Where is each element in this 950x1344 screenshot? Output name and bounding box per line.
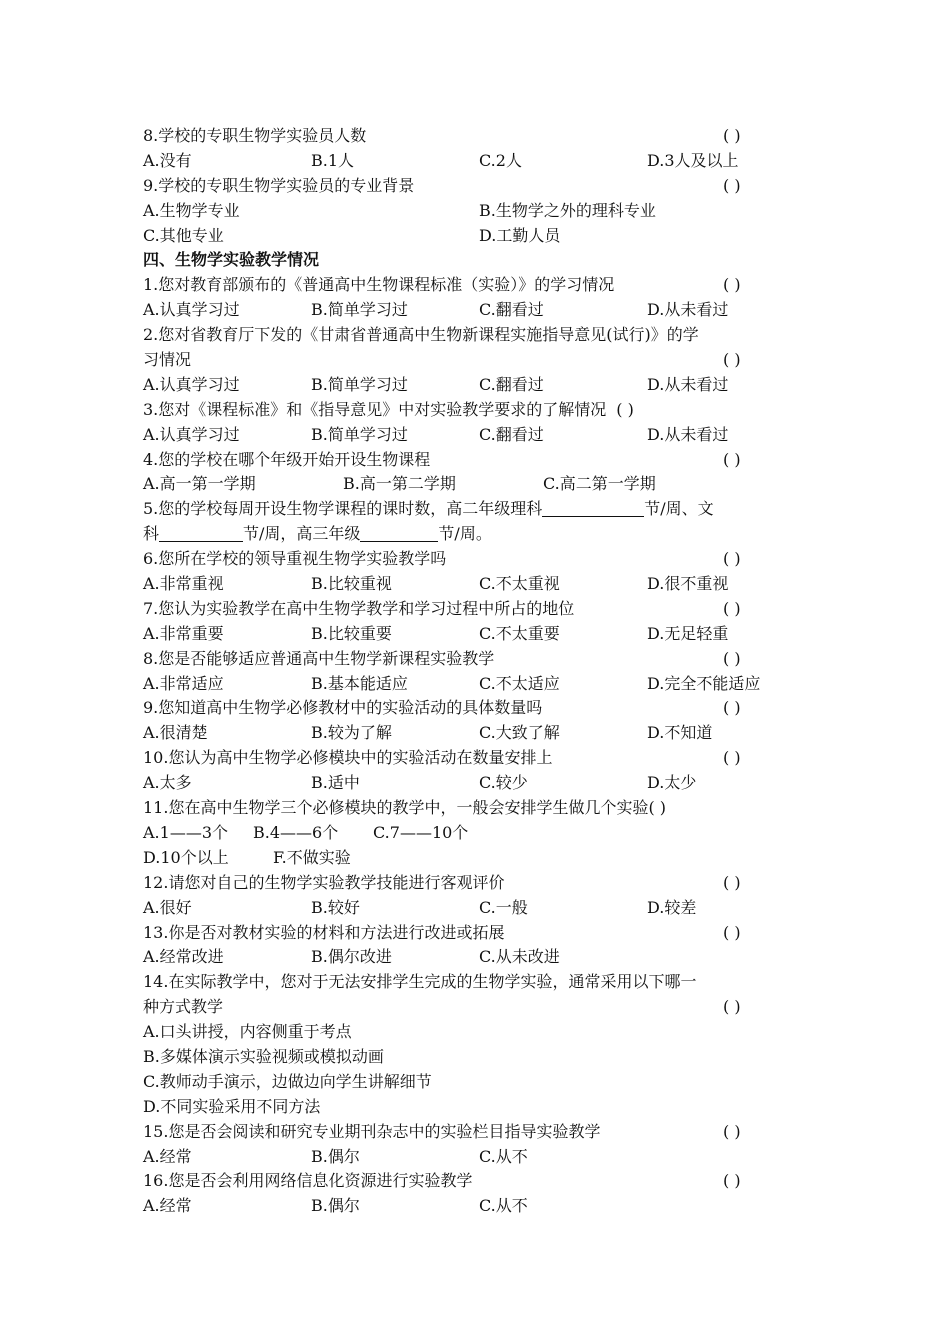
answer-option: D.无足轻重: [647, 623, 729, 643]
question-line: [143, 696, 808, 721]
answer-option: B.高一第二学期: [343, 474, 456, 494]
question-text: 15.您是否会阅读和研究专业期刊杂志中的实验栏目指导实验教学: [143, 1121, 601, 1141]
answer-option: A.认真学习过: [143, 374, 240, 394]
answer-option: D.10个以上: [143, 847, 229, 867]
options-line: [143, 1194, 808, 1219]
question-text: 14.在实际教学中，您对于无法安排学生完成的生物学实验，通常采用以下哪一: [143, 972, 697, 992]
question-line: [143, 398, 808, 423]
answer-option: B.简单学习过: [311, 300, 408, 320]
answer-option: B.生物学之外的理科专业: [479, 200, 656, 220]
answer-option: A.非常重视: [143, 574, 224, 594]
options-line: [143, 622, 808, 647]
options-line: [143, 472, 808, 497]
answer-option: C.不太重要: [479, 623, 560, 643]
answer-option: A.认真学习过: [143, 424, 240, 444]
question-text: 1.您对教育部颁布的《普通高中生物课程标准（实验）》的学习情况: [143, 275, 615, 295]
answer-option: A.经常: [143, 1196, 192, 1216]
answer-option: C.从不: [479, 1146, 528, 1166]
options-line: [143, 846, 808, 871]
answer-option: C.翻看过: [479, 374, 544, 394]
options-line: [143, 423, 808, 448]
answer-option: C.翻看过: [479, 300, 544, 320]
question-text: A.口头讲授，内容侧重于考点: [143, 1022, 352, 1042]
question-line: [143, 647, 808, 672]
section-heading: 四、生物学实验教学情况: [143, 250, 320, 270]
options-line: [143, 721, 808, 746]
question-text: 3.您对《课程标准》和《指导意见》中对实验教学要求的了解情况: [143, 399, 607, 419]
options-line: [143, 896, 808, 921]
question-line: [143, 273, 808, 298]
question-text: 2.您对省教育厅下发的《甘肃省普通高中生物新课程实施指导意见(试行)》的学: [143, 325, 699, 345]
answer-option: C.一般: [479, 897, 528, 917]
question-text: 9.您知道高中生物学必修教材中的实验活动的具体数量吗: [143, 698, 543, 718]
answer-parentheses: ( ): [723, 549, 741, 569]
question-text: D.不同实验采用不同方法: [143, 1096, 321, 1116]
question-text: 12.请您对自己的生物学实验教学技能进行客观评价: [143, 872, 505, 892]
question-line: [143, 1120, 808, 1145]
answer-option: C.不太适应: [479, 673, 560, 693]
question-text: 6.您所在学校的领导重视生物学实验教学吗: [143, 549, 447, 569]
question-text: 习情况: [143, 350, 192, 370]
answer-option: B.基本能适应: [311, 673, 408, 693]
answer-parentheses: ( ): [723, 922, 741, 942]
question-text: 4.您的学校在哪个年级开始开设生物课程: [143, 449, 431, 469]
answer-option: D.从未看过: [647, 424, 729, 444]
answer-parentheses: ( ): [723, 175, 741, 195]
answer-parentheses: ( ): [723, 648, 741, 668]
answer-option: D.不知道: [647, 723, 713, 743]
fill-in-blank: [542, 498, 644, 517]
answer-parentheses: ( ): [723, 598, 741, 618]
answer-option: C.高二第一学期: [543, 474, 656, 494]
answer-option: B.较好: [311, 897, 360, 917]
answer-parentheses: ( ): [723, 449, 741, 469]
question-line: [143, 1070, 808, 1095]
answer-parentheses: ( ): [723, 698, 741, 718]
answer-parentheses: ( ): [723, 126, 741, 145]
answer-option: B.偶尔改进: [311, 947, 392, 967]
answer-option: C.翻看过: [479, 424, 544, 444]
answer-option: C.较少: [479, 773, 528, 793]
question-text: B.多媒体演示实验视频或模拟动画: [143, 1046, 384, 1066]
answer-parentheses: ( ): [723, 1171, 741, 1191]
question-text: 5.您的学校每周开设生物学课程的课时数，高二年级理科: [143, 499, 543, 519]
question-text: 科: [143, 524, 160, 544]
question-line: [143, 597, 808, 622]
answer-option: B.偶尔: [311, 1196, 360, 1216]
question-text: 节/周、文: [644, 499, 714, 519]
question-line: [143, 522, 808, 547]
answer-option: D.太少: [647, 773, 697, 793]
answer-option: D.很不重视: [647, 574, 729, 594]
options-line: [143, 224, 808, 249]
answer-parentheses: ( ): [723, 275, 741, 295]
options-line: [143, 771, 808, 796]
answer-option: D.3人及以上: [647, 150, 739, 170]
question-line: [143, 547, 808, 572]
question-line: [143, 796, 808, 821]
question-text: 8.您是否能够适应普通高中生物学新课程实验教学: [143, 648, 495, 668]
answer-parentheses: ( ): [723, 748, 741, 768]
questionnaire-content: [143, 124, 808, 1219]
question-text: 8.学校的专职生物学实验员人数: [143, 126, 367, 145]
answer-option: B.比较重视: [311, 574, 392, 594]
question-text: 7.您认为实验教学在高中生物学教学和学习过程中所占的地位: [143, 598, 575, 618]
answer-option: B.简单学习过: [311, 424, 408, 444]
question-text: 9.学校的专职生物学实验员的专业背景: [143, 175, 415, 195]
answer-option: C.7——10个: [373, 822, 469, 842]
fill-in-blank: [159, 523, 243, 542]
question-line: [143, 348, 808, 373]
question-line: [143, 746, 808, 771]
answer-parentheses: ( ): [616, 399, 634, 419]
question-line: [143, 995, 808, 1020]
answer-option: B.偶尔: [311, 1146, 360, 1166]
answer-parentheses: ( ): [723, 1121, 741, 1141]
question-line: [143, 124, 808, 149]
answer-option: A.高一第一学期: [143, 474, 256, 494]
answer-option: B.适中: [311, 773, 360, 793]
answer-option: B.1人: [311, 150, 355, 170]
question-text: 10.您认为高中生物学必修模块中的实验活动在数量安排上: [143, 748, 553, 768]
answer-parentheses: ( ): [723, 350, 741, 370]
options-line: [143, 199, 808, 224]
question-line: [143, 871, 808, 896]
question-line: [143, 497, 808, 522]
answer-option: B.4——6个: [253, 822, 339, 842]
fill-in-blank: [360, 523, 438, 542]
answer-option: A.很好: [143, 897, 192, 917]
answer-option: B.简单学习过: [311, 374, 408, 394]
answer-option: A.经常: [143, 1146, 192, 1166]
answer-option: D.从未看过: [647, 300, 729, 320]
question-text: 13.你是否对教材实验的材料和方法进行改进或拓展: [143, 922, 505, 942]
answer-option: F.不做实验: [273, 847, 351, 867]
answer-option: A.太多: [143, 773, 192, 793]
answer-option: D.完全不能适应: [647, 673, 761, 693]
answer-option: C.不太重视: [479, 574, 560, 594]
answer-option: D.工勤人员: [479, 225, 561, 245]
question-line: [143, 1020, 808, 1045]
answer-option: A.非常重要: [143, 623, 224, 643]
question-text: 11.您在高中生物学三个必修模块的教学中，一般会安排学生做几个实验( ): [143, 798, 667, 818]
question-line: [143, 323, 808, 348]
question-line: [143, 448, 808, 473]
answer-option: D.从未看过: [647, 374, 729, 394]
answer-option: D.较差: [647, 897, 697, 917]
question-text: 16.您是否会利用网络信息化资源进行实验教学: [143, 1171, 473, 1191]
answer-option: A.经常改进: [143, 947, 224, 967]
answer-parentheses: ( ): [723, 872, 741, 892]
options-line: [143, 1145, 808, 1170]
answer-parentheses: ( ): [723, 997, 741, 1017]
answer-option: C.大致了解: [479, 723, 560, 743]
answer-option: B.比较重要: [311, 623, 392, 643]
question-line: [143, 921, 808, 946]
answer-option: A.很清楚: [143, 723, 208, 743]
options-line: [143, 945, 808, 970]
question-text: 种方式教学: [143, 997, 224, 1017]
question-text: C.教师动手演示，边做边向学生讲解细节: [143, 1071, 432, 1091]
options-line: [143, 298, 808, 323]
question-text: 节/周。: [438, 524, 492, 544]
options-line: [143, 373, 808, 398]
options-line: [143, 572, 808, 597]
question-text: 节/周，高三年级: [243, 524, 361, 544]
answer-option: A.认真学习过: [143, 300, 240, 320]
question-line: [143, 1045, 808, 1070]
question-line: [143, 174, 808, 199]
answer-option: C.2人: [479, 150, 522, 170]
question-line: [143, 970, 808, 995]
answer-option: C.从未改进: [479, 947, 560, 967]
answer-option: A.没有: [143, 150, 192, 170]
answer-option: A.非常适应: [143, 673, 224, 693]
answer-option: C.从不: [479, 1196, 528, 1216]
options-line: [143, 672, 808, 697]
options-line: [143, 149, 808, 174]
question-line: [143, 1169, 808, 1194]
answer-option: C.其他专业: [143, 225, 224, 245]
options-line: [143, 821, 808, 846]
answer-option: A.1——3个: [143, 822, 229, 842]
answer-option: B.较为了解: [311, 723, 392, 743]
answer-option: A.生物学专业: [143, 200, 240, 220]
question-line: [143, 1095, 808, 1120]
